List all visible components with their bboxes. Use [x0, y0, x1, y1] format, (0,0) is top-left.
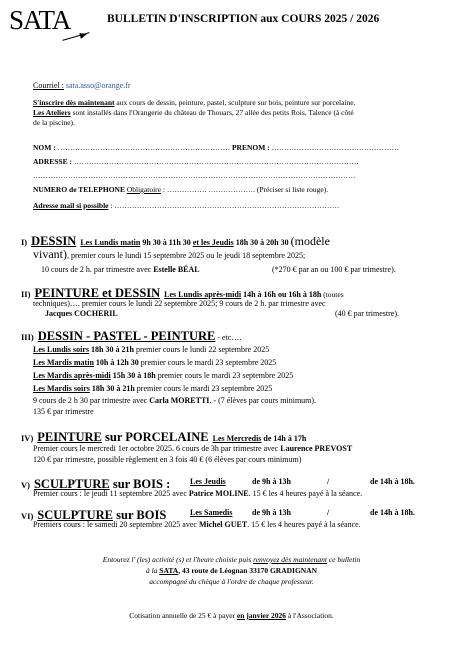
- footer-text-2a: à la: [145, 566, 160, 575]
- section-number: VI): [21, 511, 34, 521]
- tel-colon: :: [161, 185, 167, 194]
- pastel-note: premier cours le mardi 23 septembre 2025: [138, 358, 277, 367]
- sculpture-samedi-time-2: de 14h à 18h.: [370, 508, 415, 517]
- nom-field[interactable]: ……………………………………………………………: [57, 143, 231, 152]
- email-link[interactable]: sata.asso@orange.fr: [65, 81, 131, 90]
- intro-line-1: [33, 98, 356, 108]
- pastel-schedule-text: 9 cours de 2 h 30 par trimestre avec: [33, 396, 150, 405]
- section-number: IV): [21, 433, 34, 443]
- pastel-time: 18h 30 à 21h: [89, 384, 135, 393]
- tel-row: [33, 185, 328, 195]
- intro-text-1: aux cours de dessin, peinture, pastel, sculpture sur bois, peinture sur porcelaine.: [114, 98, 356, 107]
- porcelaine-price: 120 € par trimestre, possible règlement en 3 fois 40 € (6 élèves par cours minimum): [33, 455, 302, 464]
- mail-row: [33, 201, 339, 211]
- sculpture-jeudi-teacher: Patrice MOLINE: [188, 489, 249, 498]
- footer-line-2: [0, 566, 463, 576]
- adresse-field[interactable]: ……………………………………………………………………………………………………: [73, 157, 359, 166]
- dessin-day-1: Les Lundis matin: [80, 238, 141, 247]
- section-title-colon: :: [162, 477, 171, 491]
- section-title: PEINTURE: [37, 430, 102, 444]
- pastel-note: premier cours le lundi 22 septembre 2025: [133, 345, 270, 354]
- pastel-day: Les Mardis après-midi: [33, 371, 111, 380]
- pastel-day: Les Lundis soirs: [33, 345, 90, 354]
- mail-colon: :: [108, 201, 113, 210]
- dessin-time-2: 18h 30 à 20h 30: [233, 238, 291, 247]
- dessin-first-course: , premier cours le lundi 15 septembre 2025 ou le jeudi 18 septembre 2025;: [67, 251, 306, 260]
- peinture-time: 14h à 16h ou 16h à 18h: [241, 290, 322, 299]
- peinture-teacher: Jacques COCHERIL: [45, 309, 118, 318]
- section-dessin-heading: [21, 232, 330, 250]
- tel-field-1[interactable]: …………….: [166, 185, 207, 194]
- porcelaine-first-course: Premier cours le mercredi 1er octobre 2025. 6 cours de 3h par trimestre avec: [33, 444, 281, 453]
- pastel-time: 15h 30 à 18h: [110, 371, 156, 380]
- adresse-field-2[interactable]: …………………………………………………………………………………………………………………: [33, 171, 356, 180]
- section-number: III): [21, 332, 34, 342]
- pastel-schedule: [33, 396, 316, 406]
- dessin-price: (*270 € par an ou 100 € par trimestre).: [272, 265, 396, 274]
- section-title: PEINTURE et DESSIN: [34, 286, 161, 300]
- mail-label: Adresse mail si possible: [33, 201, 109, 210]
- tel-note: (Préciser si liste rouge).: [256, 185, 329, 194]
- adresse-label: ADRESSE :: [33, 157, 72, 166]
- peinture-note: (toutes: [321, 290, 344, 299]
- sculpture-samedi-time-1: de 9h à 13h: [252, 508, 291, 517]
- sculpture-jeudi-time-1: de 9h à 13h: [252, 477, 291, 486]
- sculpture-jeudi-line-2: [33, 489, 362, 499]
- dessin-schedule: 10 cours de 2 h. par trimestre avec: [41, 265, 154, 274]
- intro-line-2: [33, 108, 354, 118]
- pastel-etc: - etc….: [215, 333, 242, 342]
- dessin-teacher: Estelle BÉAL: [153, 265, 200, 274]
- sculpture-jeudi-day: Les Jeudis: [190, 477, 226, 486]
- tel-label: NUMERO de TELEPHONE: [33, 185, 125, 194]
- nom-label: NOM :: [33, 143, 56, 152]
- section-number: V): [21, 480, 30, 490]
- footer-text-1b: renvoyez dès maintenant: [253, 555, 327, 564]
- peinture-day: Les Lundis après-midi: [164, 290, 242, 299]
- prenom-label: PRENOM :: [231, 143, 270, 152]
- sculpture-jeudi-price: . 15 € les 4 heures payé à la séance.: [248, 489, 363, 498]
- sculpture-jeudi-time-2: de 14h à 18h.: [370, 477, 415, 486]
- section-number: I): [21, 237, 28, 247]
- pastel-day: Les Mardis matin: [33, 358, 94, 367]
- cotisation-text-c: à l'Association.: [285, 611, 334, 620]
- dessin-line-2: [33, 249, 305, 261]
- footer-text-1c: ce bulletin: [326, 555, 361, 564]
- tel-required: Obligatoire: [126, 185, 162, 194]
- sculpture-samedi-line-2: [33, 520, 361, 530]
- sculpture-samedi-day: Les Samedis: [190, 508, 233, 517]
- contact-line: [33, 81, 131, 91]
- pastel-time: 10h à 12h 30: [93, 358, 139, 367]
- peinture-price: (40 € par trimestre).: [335, 309, 399, 318]
- footer-text-1a: Entourez l' (les) activité (s) et l'heure choisie puis: [102, 555, 254, 564]
- section-title-suffix: sur BOIS: [109, 477, 163, 491]
- pastel-minimum: . - (7 élèves par cours minimum).: [209, 396, 317, 405]
- dessin-day-2: et les Jeudis: [192, 238, 234, 247]
- tel-field-2[interactable]: ……………….: [208, 185, 255, 194]
- section-title: SCULPTURE: [37, 508, 113, 522]
- pastel-row: [33, 371, 293, 381]
- sculpture-samedi-price: . 15 € les 4 heures payé à la séance.: [247, 520, 361, 529]
- section-title-suffix: sur BOIS: [113, 508, 167, 522]
- sculpture-jeudi-first-course: Premier cours : le jeudi 11 septembre 2025 avec: [33, 489, 189, 498]
- intro-text-2: sont installés dans l'Orangerie du château de Thouars, 27 allée des petits Rois, Talence (à côté: [70, 108, 354, 117]
- footer-sata: SATA: [159, 566, 179, 575]
- section-pastel-heading: [21, 327, 241, 345]
- section-title: DESSIN: [31, 234, 77, 248]
- pastel-time: 18h 30 à 21h: [89, 345, 134, 354]
- logo-arrow-icon: [79, 31, 87, 39]
- sculpture-samedi-first-course: Premiers cours : le samedi 20 septembre 2025 avec: [33, 520, 199, 529]
- section-title: DESSIN - PASTEL - PEINTURE: [37, 329, 216, 343]
- pastel-row: [33, 345, 269, 355]
- document-title: BULLETIN D'INSCRIPTION aux COURS 2025 / 2026: [107, 13, 380, 25]
- cotisation-text-a: Cotisation annuelle de 25 € à payer: [129, 611, 237, 620]
- pastel-note: premier cours le mardi 23 septembre 2025: [155, 371, 294, 380]
- porcelaine-teacher: Laurence PREVOST: [280, 444, 353, 453]
- prenom-field[interactable]: ……………………………………………: [271, 143, 400, 152]
- dessin-model-2: vivant): [33, 247, 67, 261]
- section-title: SCULPTURE: [33, 477, 110, 491]
- sata-logo: SATA: [9, 5, 71, 35]
- pastel-note: premier cours le mardi 23 septembre 2025: [134, 384, 273, 393]
- pastel-row: [33, 384, 272, 394]
- footer-address: , 43 route de Léognan 33170 GRADIGNAN: [178, 566, 318, 575]
- sculpture-samedi-teacher: Michel GUET: [198, 520, 248, 529]
- pastel-price: 135 € par trimestre: [33, 407, 94, 416]
- pastel-day: Les Mardis soirs: [33, 384, 90, 393]
- email-label: Courriel :: [33, 81, 64, 90]
- mail-field[interactable]: ………………………………………………………………………………: [114, 201, 340, 210]
- dessin-model: (modèle: [290, 234, 330, 248]
- porcelaine-day: Les Mercredis: [212, 434, 262, 443]
- peinture-line-2: [33, 299, 326, 309]
- pastel-teacher: Carla MORETTI: [149, 396, 210, 405]
- porcelaine-time: de 14h à 17h: [261, 434, 307, 443]
- section-number: II): [21, 289, 31, 299]
- nom-row: [33, 143, 399, 153]
- dessin-line-3: [41, 265, 200, 275]
- time-separator: /: [327, 508, 330, 517]
- peinture-techniques: techniques): [33, 299, 70, 308]
- dessin-time-1: 9h 30 à 11h 30: [140, 238, 193, 247]
- time-separator: /: [327, 477, 330, 486]
- pastel-row: [33, 358, 276, 368]
- footer-line-1: [0, 555, 463, 565]
- cotisation-date: en janvier 2026: [236, 611, 286, 620]
- intro-line-3: de la piscine).: [33, 118, 75, 127]
- adresse-row: [33, 157, 359, 167]
- intro-lead: S'inscrire dès maintenant: [33, 98, 115, 107]
- cotisation-line: [0, 611, 463, 621]
- footer-line-3: accompagné du chèque à l'ordre de chaque professeur.: [149, 577, 314, 586]
- section-title-suffix: sur PORCELAINE: [101, 430, 209, 444]
- peinture-first-course: …. premier cours le lundi 22 septembre 2025; 9 cours de 2 h. par trimestre avec: [69, 299, 326, 308]
- porcelaine-line-2: [33, 444, 352, 454]
- intro-ateliers: Les Ateliers: [33, 108, 71, 117]
